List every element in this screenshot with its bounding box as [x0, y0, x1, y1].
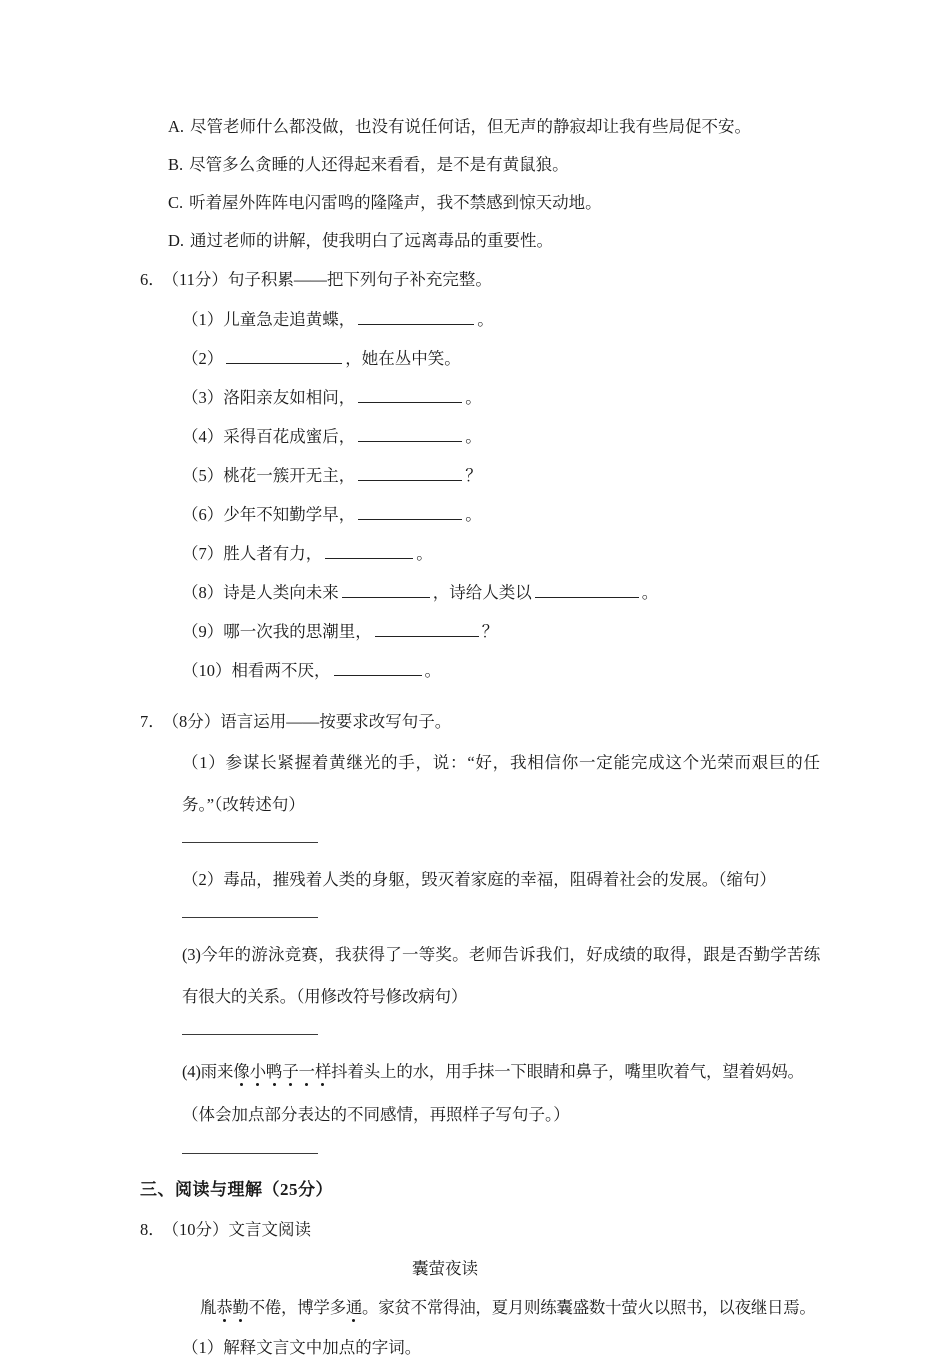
item-text: 胜人者有力，	[223, 544, 323, 563]
question-7-item-1	[140, 742, 820, 826]
item-label: （9）	[182, 622, 224, 641]
item-suffix: ？	[481, 622, 499, 641]
emphasized-phrase: 像小鸭子一样	[233, 1062, 332, 1081]
question-7-heading	[140, 702, 820, 742]
choice-text-a: 尽管老师什么都没做，也没有说任何话，但无声的静寂却让我有些局促不安。	[190, 117, 752, 136]
classical-passage	[140, 1288, 820, 1328]
question-8-sub-1: （1）解释文言文中加点的字词。	[182, 1338, 422, 1357]
answer-blank[interactable]	[358, 428, 462, 442]
question-6-heading	[140, 260, 820, 300]
item-text: 哪一次我的思潮里，	[223, 622, 372, 641]
choice-option-d[interactable]	[140, 222, 820, 260]
answer-rule-7-4[interactable]	[182, 1153, 318, 1154]
question-7-item-3	[140, 934, 820, 1018]
answer-rule-7-2[interactable]	[182, 917, 318, 918]
item-suffix: 。	[465, 427, 482, 446]
item-text-prefix: 雨来	[200, 1062, 234, 1081]
question-7-item-2	[140, 859, 820, 901]
item-suffix-2: 。	[641, 583, 659, 602]
item-text: 儿童急走追黄蝶，	[223, 310, 356, 329]
item-label: （7）	[182, 544, 224, 563]
answer-blank[interactable]	[325, 545, 413, 559]
item-text: 桃花一簇开无主，	[223, 466, 356, 485]
answer-blank[interactable]	[358, 506, 462, 520]
choice-label-a: A.	[168, 117, 185, 136]
choice-option-b[interactable]	[140, 146, 820, 184]
item-label: （5）	[182, 466, 224, 485]
question-6-number: 6．	[140, 270, 165, 289]
question-6-item-3	[140, 378, 820, 417]
question-6-score: （11分）	[170, 270, 228, 289]
item-label: （2）	[182, 349, 224, 368]
item-label: (4)	[182, 1062, 201, 1081]
passage-part-1: 胤	[200, 1298, 217, 1317]
item-label: （8）	[182, 583, 224, 602]
question-7-score: （8分）	[170, 712, 221, 731]
question-6-title: 句子积累——把下列句子补充完整。	[227, 270, 492, 289]
item-suffix: ？	[465, 466, 482, 485]
choice-label-d: D.	[168, 231, 185, 250]
question-7-title: 语言运用——按要求改写句子。	[220, 712, 452, 731]
choice-list	[140, 108, 820, 260]
item-text: 洛阳亲友如相问，	[223, 388, 356, 407]
item-suffix: 。	[465, 505, 482, 524]
section-3-heading: 三、阅读与理解（25分）	[140, 1180, 333, 1199]
question-7-number: 7．	[140, 712, 165, 731]
answer-blank[interactable]	[226, 350, 342, 364]
item-label: （3）	[182, 388, 224, 407]
answer-blank[interactable]	[358, 467, 462, 481]
item-suffix: ，她在丛中笑。	[345, 349, 461, 368]
item-suffix: 。	[465, 388, 482, 407]
question-6-item-8	[140, 573, 820, 612]
answer-blank[interactable]	[334, 662, 422, 676]
choice-label-b: B.	[168, 155, 184, 174]
passage-part-3: 。家贫不常得油，夏月则练囊盛数十萤火以照书，以夜继日焉。	[362, 1298, 816, 1317]
item-suffix: 。	[416, 544, 433, 563]
choice-text-c: 听着屋外阵阵电闪雷鸣的隆隆声，我不禁感到惊天动地。	[189, 193, 602, 212]
item-label: （2）	[182, 870, 224, 889]
item-text: 相看两不厌，	[231, 661, 331, 680]
note-text: （体会加点部分表达的不同感情，再照样子写句子。）	[182, 1105, 570, 1124]
item-text: 采得百花成蜜后，	[223, 427, 356, 446]
question-8-title: 文言文阅读	[228, 1220, 311, 1239]
choice-text-b: 尽管多么贪睡的人还得起来看看，是不是有黄鼠狼。	[189, 155, 569, 174]
question-6-item-4	[140, 417, 820, 456]
item-label: （4）	[182, 427, 224, 446]
item-text-suffix: 抖着头上的水，用手抹一下眼睛和鼻子，嘴里吹着气，望着妈妈。	[331, 1062, 804, 1081]
item-text: 毒品，摧残着人类的身躯，毁灭着家庭的幸福，阻碍着社会的发展。（缩句）	[223, 870, 776, 889]
question-6-item-2	[140, 339, 820, 378]
answer-blank[interactable]	[342, 584, 430, 598]
item-suffix: 。	[424, 661, 441, 680]
answer-rule-7-3[interactable]	[182, 1034, 318, 1035]
choice-option-c[interactable]	[140, 184, 820, 222]
item-text: 少年不知勤学早，	[223, 505, 356, 524]
choice-text-d: 通过老师的讲解，使我明白了远离毒品的重要性。	[190, 231, 554, 250]
question-6-item-9	[140, 612, 820, 651]
item-text: 诗是人类向未来	[223, 583, 339, 602]
passage-title: 囊萤夜读	[412, 1259, 478, 1278]
item-suffix: ，诗给人类以	[432, 583, 532, 602]
emphasized-word-gongqin: 恭勤	[216, 1298, 249, 1317]
item-label: （1）	[182, 310, 224, 329]
choice-label-c: C.	[168, 193, 184, 212]
answer-blank[interactable]	[375, 623, 479, 637]
answer-blank[interactable]	[358, 389, 462, 403]
answer-blank-second[interactable]	[535, 584, 639, 598]
answer-rule-7-1[interactable]	[182, 842, 318, 843]
item-label: （10）	[182, 661, 232, 680]
item-text: 今年的游泳竞赛，我获得了一等奖。老师告诉我们，好成绩的取得，跟是否勤学苦练有很大的关系。（用修改符号修改病句）	[182, 945, 820, 1006]
item-text: 参谋长紧握着黄继光的手，说：“好，我相信你一定能完成这个光荣而艰巨的任务。”（改转述句）	[182, 753, 821, 814]
passage-part-2: 不倦，博学多	[248, 1298, 346, 1317]
question-6-item-10	[140, 651, 820, 690]
item-label: （6）	[182, 505, 224, 524]
question-8-number: 8．	[140, 1220, 165, 1239]
item-suffix: 。	[477, 310, 494, 329]
question-6-item-7	[140, 534, 820, 573]
question-6-item-6	[140, 495, 820, 534]
question-7-item-4-note	[140, 1093, 820, 1137]
emphasized-word-tong: 通	[345, 1298, 363, 1317]
question-6-item-1	[140, 300, 820, 339]
question-8-heading	[140, 1210, 820, 1250]
item-label: (3)	[182, 945, 201, 964]
question-6-item-5	[140, 456, 820, 495]
answer-blank[interactable]	[358, 311, 474, 325]
choice-option-a[interactable]	[140, 108, 820, 146]
question-7-item-4	[140, 1051, 820, 1093]
item-label: （1）	[182, 753, 226, 772]
question-8-score: （10分）	[170, 1220, 229, 1239]
